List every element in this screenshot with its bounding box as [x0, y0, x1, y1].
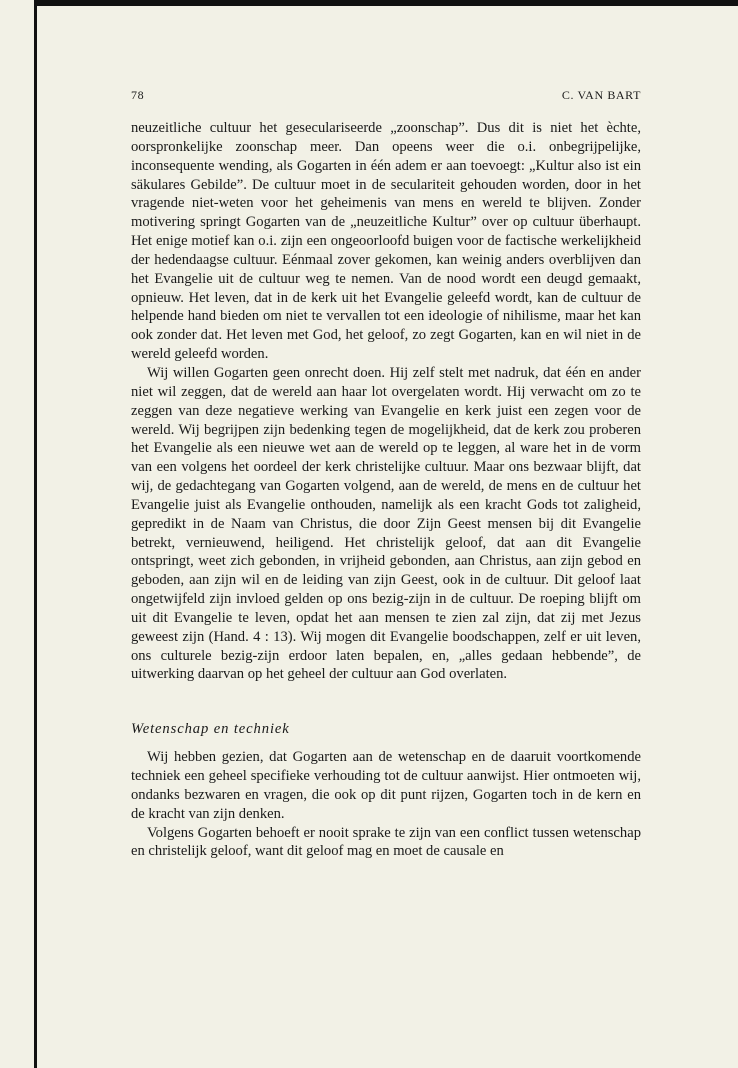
page-number: 78: [131, 88, 145, 102]
paragraph-continued: neuzeitliche cultuur het geseculariseerde „zoonschap”. Dus dit is niet het èchte, oorspronkelijke zoonschap meer. Dan opeens weer die o.i. onbegrijpelijke, inconsequente wending, als Gogarten in één adem er aan toevoegt: „Kultur also ist ein säkulares Gebilde”. De cultuur moet in de seculariteit gehouden worden, door in het vragende niet-weten voor het geheimenis van mens en wereld te blijven. Zonder motivering springt Gogarten van de „neuzeitliche Kultur” over op cultuur überhaupt. Het enige motief kan o.i. zijn een ongeoorloofd buigen voor de factische werkelijkheid der hedendaagse cultuur. Eénmaal zover gekomen, kan weinig anders overblijven dan het Evangelie uit de cultuur weg te nemen. Van de nood wordt een deugd gemaakt, opnieuw. Het leven, dat in de kerk uit het Evangelie geleefd wordt, kan de cultuur de helpende hand bieden om niet te vervallen tot een ideologie of nihilisme, maar het kan ook zonder dat. Het leven met God, het geloof, zo zegt Gogarten, kan en wil niet in de wereld geleefd worden.: [131, 120, 641, 363]
paragraph: Volgens Gogarten behoeft er nooit sprake te zijn van een conflict tussen wetenschap en christelijk geloof, want dit geloof mag en moet de causale en: [131, 824, 641, 860]
paragraph: Wij hebben gezien, dat Gogarten aan de wetenschap en de daaruit voortkomende techniek een geheel specifieke verhouding tot de cultuur aanwijst. Hier ontmoeten wij, ondanks bezwaren en vragen, die ook op dit punt rijzen, Gogarten toch in de kern en de kracht van zijn denken.: [131, 749, 641, 822]
section-heading: Wetenschap en techniek: [131, 721, 290, 738]
running-head: C. VAN BART: [561, 88, 641, 102]
page-header: [131, 88, 641, 106]
paragraph: Wij willen Gogarten geen onrecht doen. Hij zelf stelt met nadruk, dat één en ander niet wil zeggen, dat de wereld aan haar lot overgelaten wordt. Hij verwacht om zo te zeggen van deze negatieve werking van Evangelie en kerk juist een zegen voor de wereld. Wij begrijpen zijn bedenking tegen de mogelijkheid, dat de kerk zou proberen het Evangelie als een nieuwe wet aan de wereld op te leggen, al ware het in de vorm van een volgens het oordeel der kerk christelijke cultuur. Maar ons bezwaar blijft, dat wij, de gedachtegang van Gogarten volgend, aan de wereld, de mens en de cultuur het Evangelie juist als Evangelie onthouden, namelijk als een kracht Gods tot zaligheid, gepredikt in de Naam van Christus, die door Zijn Geest mensen bij dit Evangelie betrekt, vernieuwend, heiligend. Het christelijk geloof, dat aan dit Evangelie ontspringt, weet zich gebonden, in vrijheid gebonden, aan Christus, aan zijn gebod en geboden, aan zijn wil en de leiding van zijn Geest, ook in de cultuur. Dit geloof laat ongetwijfeld zijn invloed gelden op ons bezig-zijn in de cultuur. De roeping blijft om uit dit Evangelie te leven, opdat het aan mensen te zien zal zijn, dat zij met Jezus geweest zijn (Hand. 4 : 13). Wij mogen dit Evangelie boodschappen, zelf er uit leven, ons culturele bezig-zijn erdoor laten bepalen, en, „alles gedaan hebbende”, de uitwerking daarvan op het geheel der cultuur aan God overlaten.: [131, 364, 641, 683]
page-body: [131, 119, 641, 861]
